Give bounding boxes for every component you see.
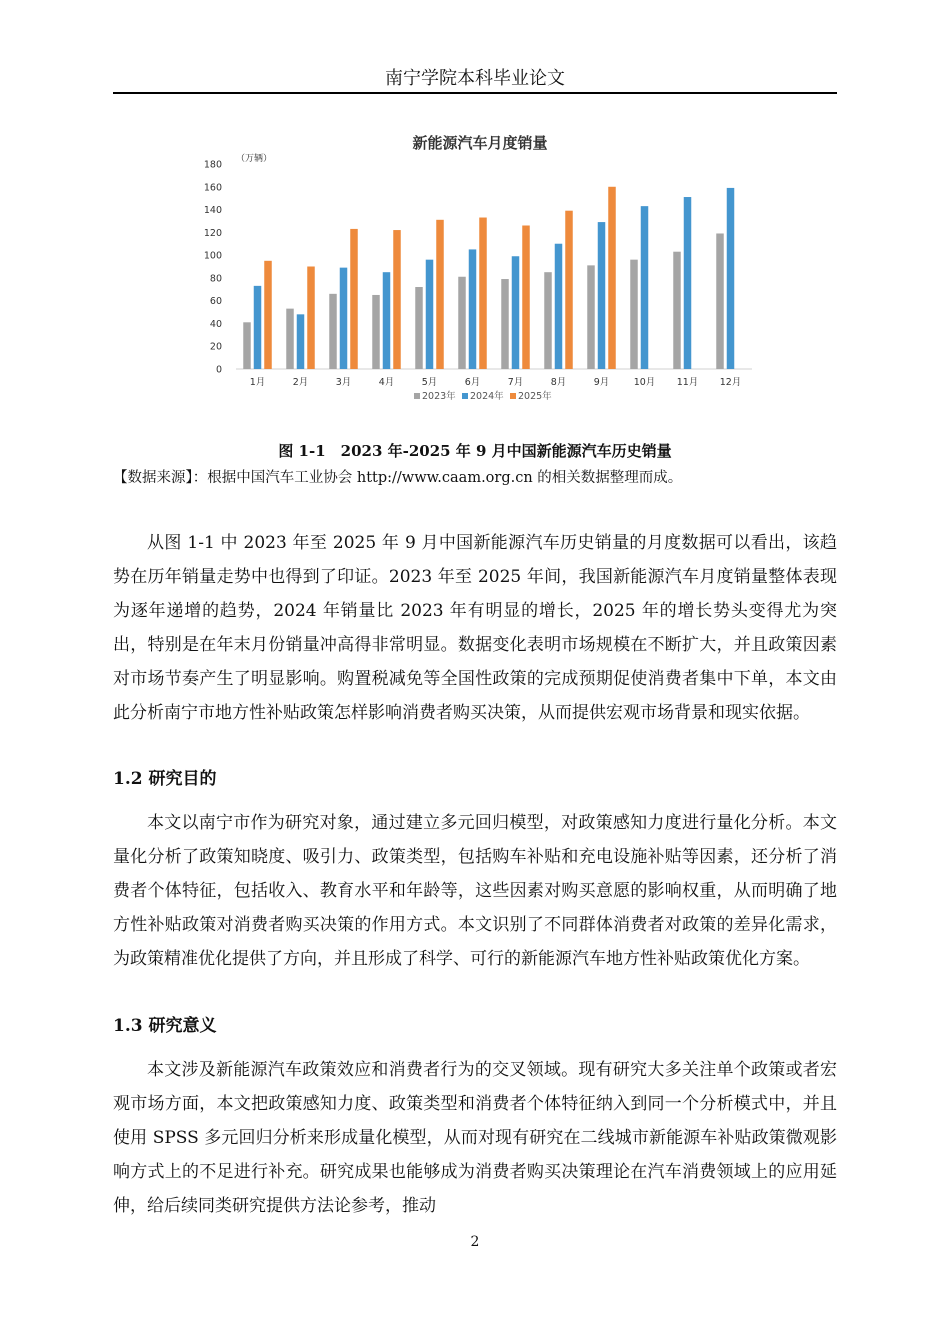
- x-tick-label: 2月: [292, 377, 309, 388]
- bars: [243, 187, 734, 369]
- bar: [436, 220, 444, 369]
- y-axis: [204, 160, 752, 376]
- bar: [522, 226, 530, 370]
- legend-swatch: [414, 393, 420, 399]
- body-paragraph-1: 从图 1-1 中 2023 年至 2025 年 9 月中国新能源汽车历史销量的月度数据可以看出，该趋势在历年销量走势中也得到了印证。2023 年至 2025 年间，我国新能源汽车月度销量整体表现为逐年递增的趋势，2024 年销量比 2023 年有明显的增长，2025 年的增长势头变得尤为突出，特别是在年末月份销量冲高得非常明显。数据变化表明市场规模在不断扩大，并且政策因素对市场节奏产生了明显影响。购置税减免等全国性政策的完成预期促使消费者集中下单，本文由此分析南宁市地方性补贴政策怎样影响消费者购买决策，从而提供宏观市场背景和现实依据。: [113, 533, 837, 723]
- y-tick-label: 100: [203, 250, 222, 262]
- section-heading-1-3: 1.3 研究意义: [113, 1016, 217, 1036]
- bar: [512, 256, 520, 369]
- legend-swatch: [510, 393, 516, 399]
- x-tick-label: 12月: [719, 377, 742, 388]
- bar: [587, 265, 595, 369]
- y-tick-label: 40: [209, 318, 222, 330]
- bar: [469, 249, 477, 369]
- y-tick-label: 120: [203, 227, 222, 239]
- bar: [673, 252, 681, 369]
- bar: [684, 197, 692, 369]
- bar: [350, 229, 358, 369]
- bar: [544, 272, 552, 369]
- section-heading-1-2: 1.2 研究目的: [113, 769, 217, 789]
- bar: [458, 277, 466, 369]
- bar: [426, 260, 434, 369]
- bar: [393, 230, 401, 369]
- bar: [598, 222, 606, 369]
- x-tick-label: 9月: [593, 377, 610, 388]
- bar: [630, 260, 638, 369]
- legend-label: 2023年: [422, 391, 456, 402]
- body-paragraph-2: 本文以南宁市作为研究对象，通过建立多元回归模型，对政策感知力度进行量化分析。本文量化分析了政策知晓度、吸引力、政策类型，包括购车补贴和充电设施补贴等因素，还分析了消费者个体特征，包括收入、教育水平和年龄等，这些因素对购买意愿的影响权重，从而明确了地方性补贴政策对消费者购买决策的作用方式。本文识别了不同群体消费者对政策的差异化需求，为政策精准优化提供了方向，并且形成了科学、可行的新能源汽车地方性补贴政策优化方案。: [113, 813, 837, 969]
- y-tick-label: 160: [203, 182, 222, 194]
- bar: [243, 322, 251, 369]
- bar: [286, 309, 294, 369]
- legend-label: 2024年: [470, 391, 504, 402]
- page-header: 南宁学院本科毕业论文: [113, 66, 837, 94]
- y-tick-label: 180: [203, 159, 222, 171]
- bar: [716, 233, 724, 369]
- x-tick-label: 8月: [550, 377, 567, 388]
- bar: [297, 314, 305, 369]
- x-axis: [250, 377, 742, 388]
- y-tick-label: 80: [209, 273, 222, 285]
- bar: [307, 267, 315, 370]
- y-axis-unit: （万辆）: [236, 154, 273, 164]
- sales-chart: [200, 120, 760, 415]
- bar: [264, 261, 272, 369]
- body-paragraph-3: 本文涉及新能源汽车政策效应和消费者行为的交叉领域。现有研究大多关注单个政策或者宏观市场方面，本文把政策感知力度、政策类型和消费者个体特征纳入到同一个分析模式中，并且使用 SPSS 多元回归分析来形成量化模型，从而对现有研究在二线城市新能源车补贴政策微观影响方式上的不足进行补充。研究成果也能够成为消费者购买决策理论在汽车消费领域上的应用延伸，给后续同类研究提供方法论参考，推动: [113, 1060, 837, 1216]
- x-tick-label: 10月: [633, 377, 656, 388]
- bar: [383, 272, 391, 369]
- x-tick-label: 3月: [335, 377, 352, 388]
- legend-swatch: [462, 393, 468, 399]
- x-tick-label: 5月: [421, 377, 438, 388]
- x-tick-label: 4月: [378, 377, 395, 388]
- bar: [372, 295, 380, 369]
- bar: [641, 206, 649, 369]
- x-tick-label: 6月: [464, 377, 481, 388]
- bar: [479, 218, 487, 369]
- y-tick-label: 20: [209, 341, 222, 353]
- x-tick-label: 11月: [676, 377, 699, 388]
- bar: [608, 187, 616, 369]
- y-tick-label: 140: [203, 205, 222, 217]
- bar: [329, 294, 337, 369]
- x-tick-label: 7月: [507, 377, 524, 388]
- bar: [501, 279, 509, 369]
- bar: [340, 268, 348, 369]
- bar-chart: [200, 120, 760, 415]
- x-tick-label: 1月: [249, 377, 266, 388]
- figure-source: 【数据来源】：根据中国汽车工业协会 http://www.caam.org.cn 的相关数据整理而成。: [113, 470, 683, 486]
- bar: [555, 244, 563, 369]
- bar: [565, 211, 573, 369]
- legend: [414, 390, 552, 402]
- legend-label: 2025年: [518, 391, 552, 402]
- bar: [254, 286, 262, 369]
- y-tick-label: 0: [215, 364, 222, 376]
- chart-title: 新能源汽车月度销量: [412, 134, 548, 152]
- y-tick-label: 60: [209, 296, 222, 308]
- page-number: 2: [470, 1234, 480, 1250]
- bar: [415, 287, 423, 369]
- bar: [727, 188, 735, 369]
- figure-caption: 图 1-1 2023 年-2025 年 9 月中国新能源汽车历史销量: [278, 442, 672, 460]
